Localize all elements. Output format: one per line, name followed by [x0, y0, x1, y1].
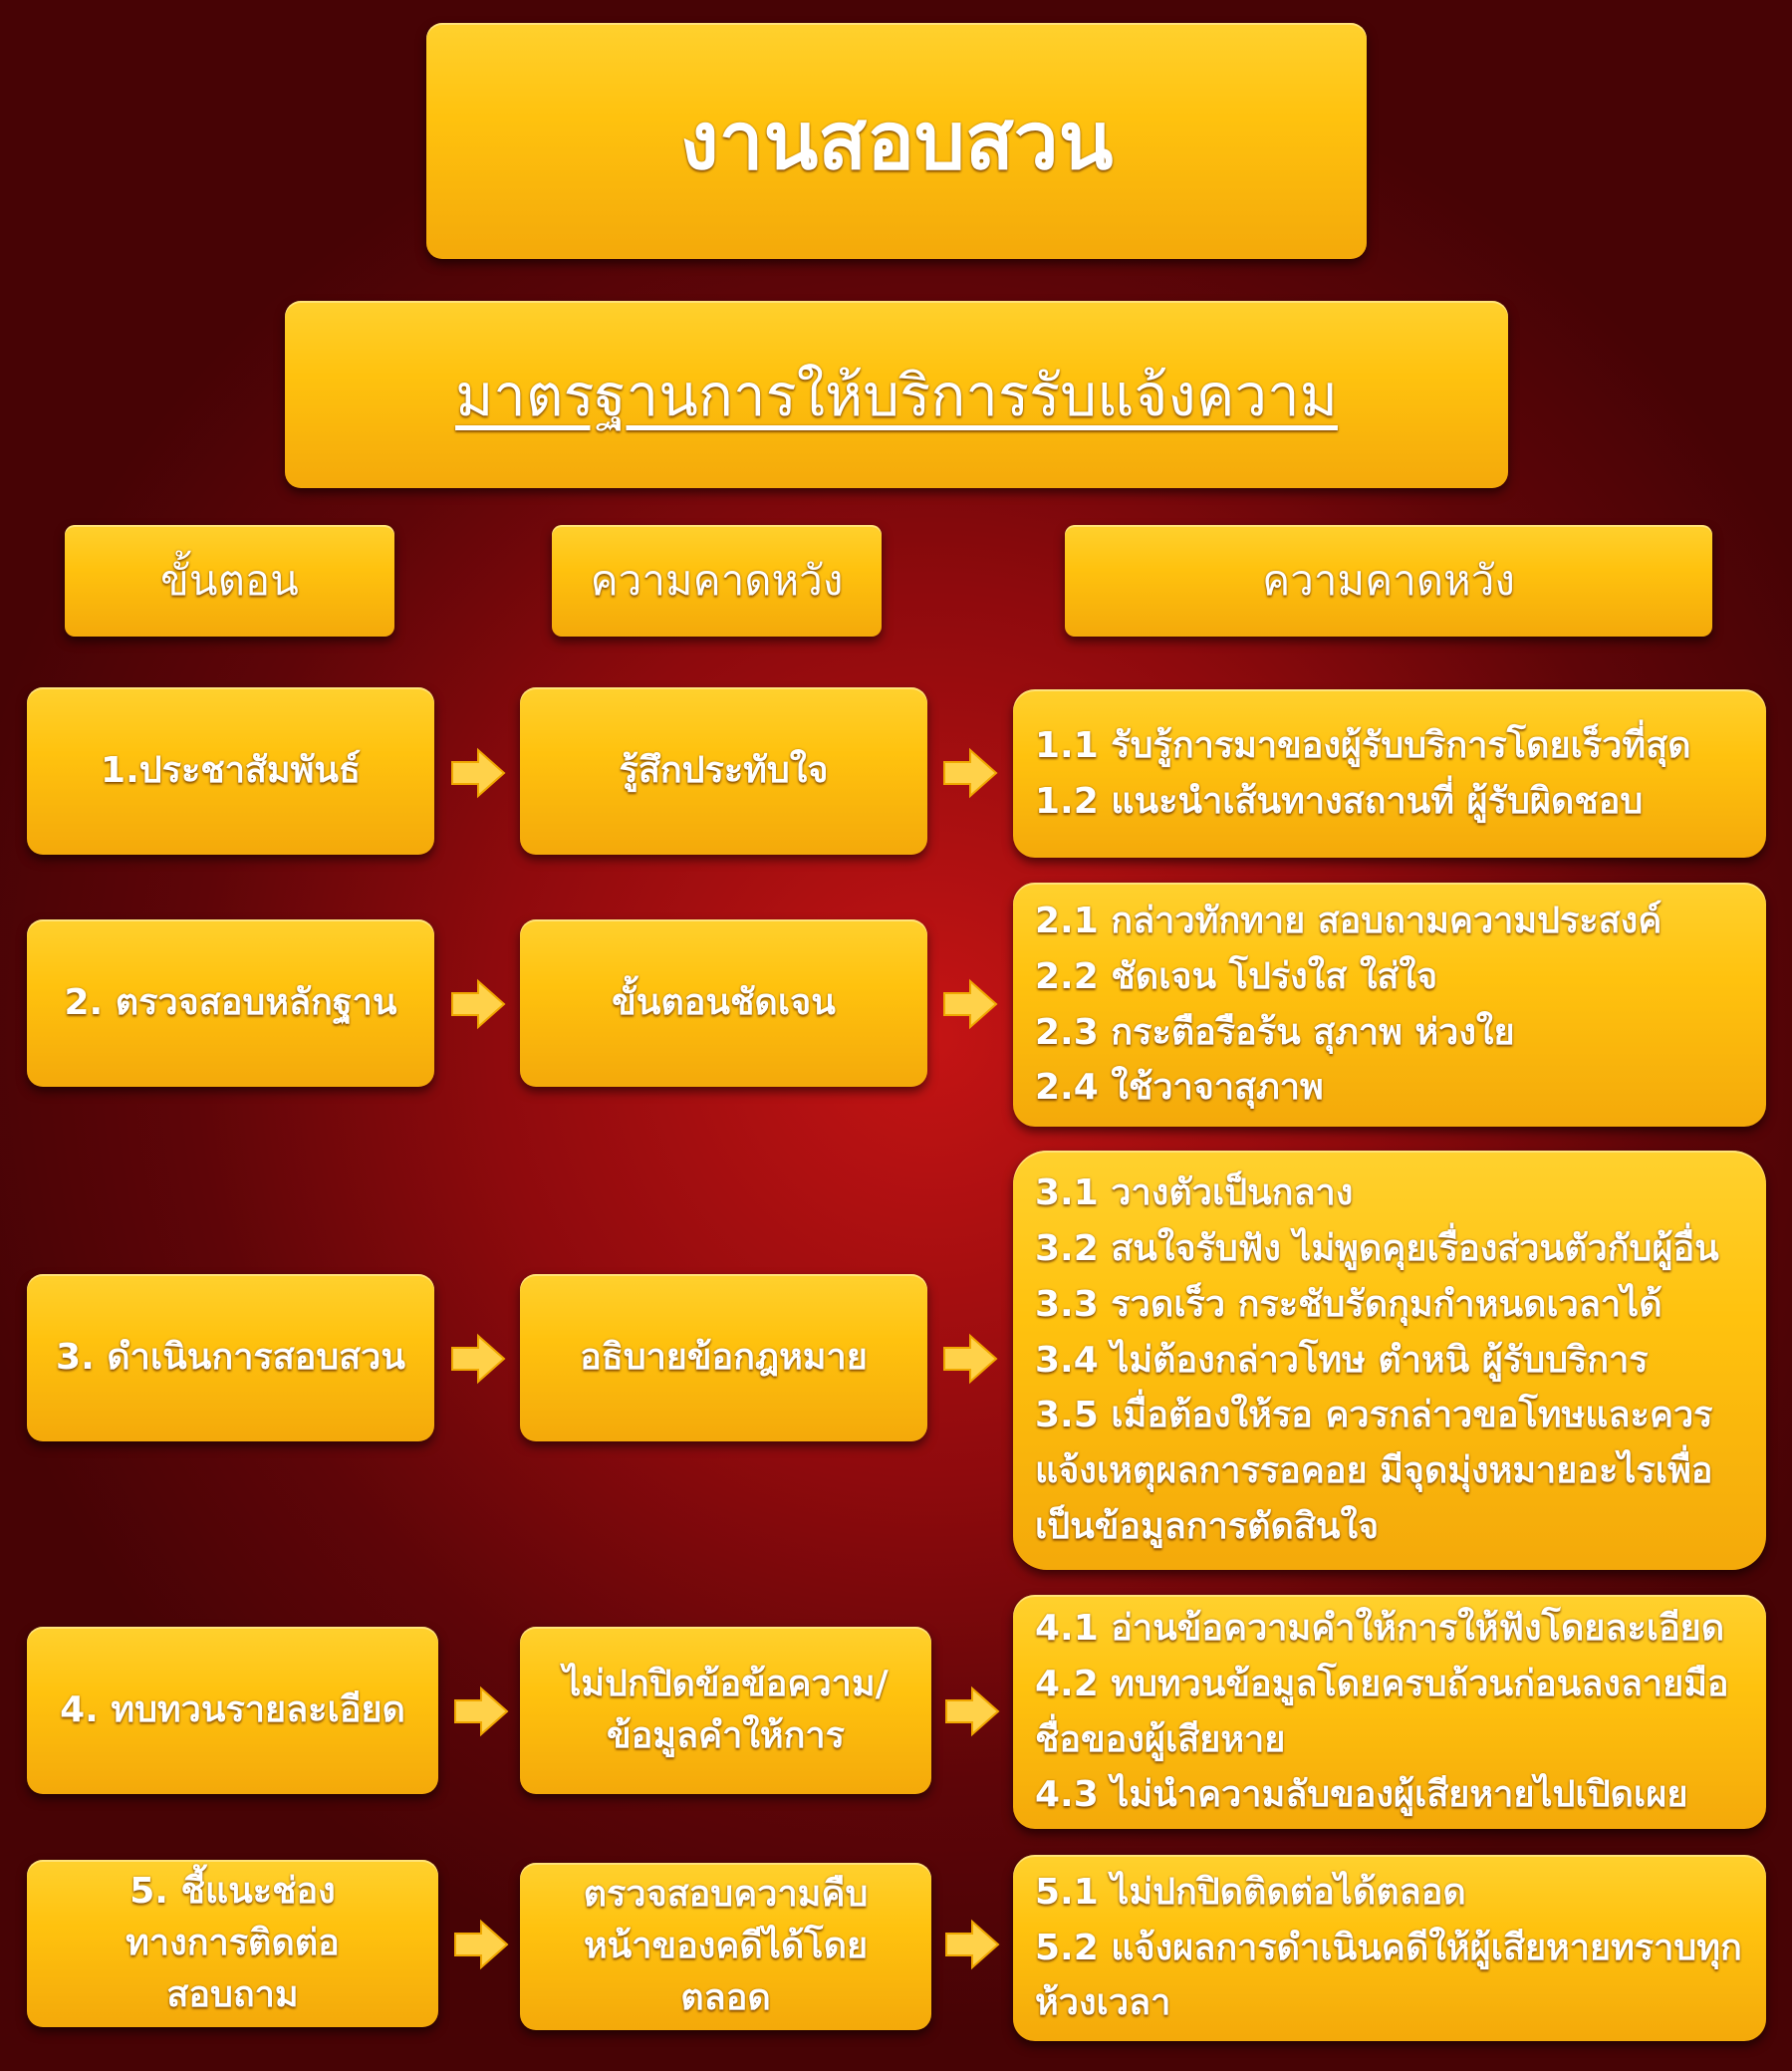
detail-item: 2.2 ชัดเจน โปร่งใส ใส่ใจ [1035, 955, 1438, 997]
detail-item: 5.2 แจ้งผลการดำเนินคดีให้ผู้เสียหายทราบทุกห้วงเวลา [1035, 1927, 1742, 2024]
column-header-steps: ขั้นตอน [65, 525, 394, 637]
detail-box-2 [1013, 883, 1766, 1127]
expectation-box-3: อธิบายข้อกฎหมาย [520, 1274, 927, 1441]
detail-item: 2.4 ใช้วาจาสุภาพ [1035, 1067, 1324, 1109]
detail-item: 3.1 วางตัวเป็นกลาง [1035, 1172, 1354, 1214]
arrow-right-icon [942, 978, 998, 1030]
expectation-box-2: ขั้นตอนชัดเจน [520, 919, 927, 1087]
detail-box-4 [1013, 1595, 1766, 1829]
step-box-4: 4. ทบทวนรายละเอียด [27, 1627, 438, 1794]
detail-item: 2.1 กล่าวทักทาย สอบถามความประสงค์ [1035, 900, 1663, 941]
expectation-box-1: รู้สึกประทับใจ [520, 687, 927, 855]
detail-item: 2.3 กระตือรือร้น สุภาพ ห่วงใย [1035, 1011, 1515, 1053]
detail-item: 1.2 แนะนำเส้นทางสถานที่ ผู้รับผิดชอบ [1035, 780, 1644, 822]
arrow-right-icon [453, 1919, 509, 1970]
detail-item: 1.1 รับรู้การมาของผู้รับบริการโดยเร็วที่สุด [1035, 724, 1691, 766]
detail-item: 3.4 ไม่ต้องกล่าวโทษ ตำหนิ ผู้รับบริการ [1035, 1339, 1649, 1381]
page-subtitle: มาตรฐานการให้บริการรับแจ้งความ [285, 301, 1508, 488]
detail-item: 4.1 อ่านข้อความคำให้การให้ฟังโดยละเอียด [1035, 1607, 1725, 1649]
step-box-3: 3. ดำเนินการสอบสวน [27, 1274, 434, 1441]
step-box-2: 2. ตรวจสอบหลักฐาน [27, 919, 434, 1087]
arrow-right-icon [450, 978, 506, 1030]
detail-item: 5.1 ไม่ปกปิดติดต่อได้ตลอด [1035, 1871, 1466, 1913]
detail-item: 3.5 เมื่อต้องให้รอ ควรกล่าวขอโทษและควรแจ้งเหตุผลการรอคอย มีจุดมุ่งหมายอะไรเพื่อเป็นข้อมูลการตัดสินใจ [1035, 1395, 1713, 1547]
arrow-right-icon [450, 1333, 506, 1385]
arrow-right-icon [942, 1333, 998, 1385]
arrow-right-icon [944, 1919, 1000, 1970]
detail-box-3 [1013, 1151, 1766, 1570]
arrow-right-icon [942, 747, 998, 799]
column-header-detail: ความคาดหวัง [1065, 525, 1712, 637]
detail-item: 4.2 ทบทวนข้อมูลโดยครบถ้วนก่อนลงลายมือชื่อของผู้เสียหาย [1035, 1663, 1729, 1760]
arrow-right-icon [453, 1685, 509, 1737]
arrow-right-icon [450, 747, 506, 799]
arrow-right-icon [944, 1685, 1000, 1737]
step-box-5: 5. ชี้แนะช่องทางการติดต่อสอบถาม [27, 1860, 438, 2027]
expectation-box-4: ไม่ปกปิดข้อข้อความ/ข้อมูลคำให้การ [520, 1627, 931, 1794]
detail-item: 3.3 รวดเร็ว กระชับรัดกุมกำหนดเวลาได้ [1035, 1283, 1663, 1325]
column-header-expectation: ความคาดหวัง [552, 525, 882, 637]
page-title: งานสอบสวน [426, 23, 1367, 259]
detail-box-5 [1013, 1855, 1766, 2041]
step-box-1: 1.ประชาสัมพันธ์ [27, 687, 434, 855]
detail-box-1 [1013, 689, 1766, 858]
detail-item: 3.2 สนใจรับฟัง ไม่พูดคุยเรื่องส่วนตัวกับผู้อื่น [1035, 1228, 1719, 1269]
detail-item: 4.3 ไม่นำความลับของผู้เสียหายไปเปิดเผย [1035, 1774, 1688, 1816]
expectation-box-5: ตรวจสอบความคืบหน้าของคดีได้โดยตลอด [520, 1863, 931, 2030]
